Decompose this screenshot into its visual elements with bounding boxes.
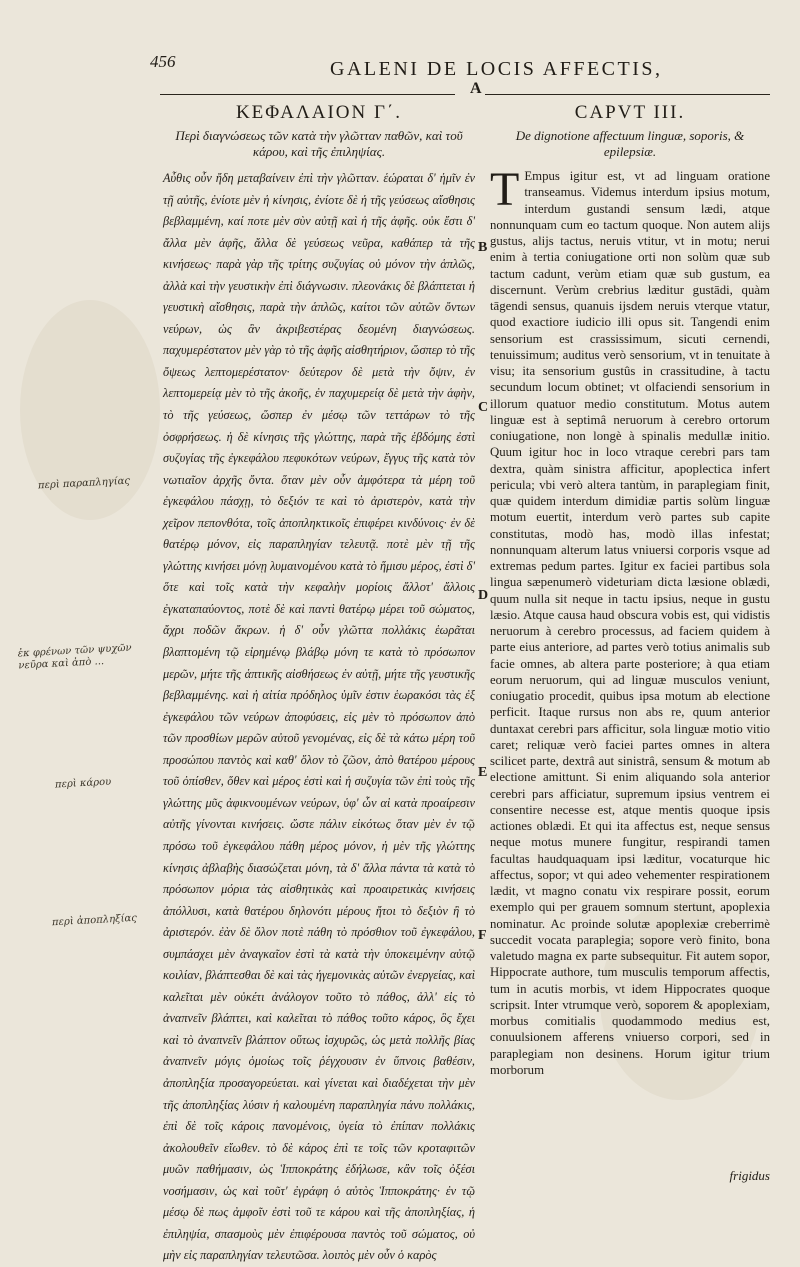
- latin-column: [490, 100, 770, 1077]
- section-marker-e: E: [478, 765, 488, 780]
- page-number: 456: [150, 52, 176, 71]
- header-rule-left: [160, 94, 455, 95]
- running-title: GALENI DE LOCIS AFFECTIS,: [330, 58, 663, 80]
- section-marker-f: F: [478, 928, 487, 943]
- latin-chapter-heading: CAPVT III.: [574, 102, 686, 123]
- section-marker-a: A: [470, 80, 482, 97]
- section-marker-b: B: [478, 240, 488, 255]
- margin-note: περὶ παραπληγίας: [37, 475, 131, 492]
- section-marker-c: C: [478, 400, 489, 415]
- latin-body-text: Empus igitur est, vt ad linguam oratione transeamus. Videmus interdum ipsius motum, interdum gustandi sensum lædi, atque nonnunquam cum eo tactum quoque. Non autem alijs gustus, alijs tactus, neruis vtitur, vt in motu; nerui enim à tertia coniugatione orti non solùm quæ sub tactum cadunt, verùm etiam quæ sub gustum, ea discernunt. Verùm crebrius læditur gustādi, quàm tāgendi sensus, quanuis ijsdem neruis vterque vtatur, quod exactiore iudicio illi opus sit. Tangendi enim sensorium est crassissimum, sicuti cernendi, tenuissimum; auditus verò sensorium, vt in tenuitate à visu; ita sensorium gustûs in crassitudine, à tactu secundum locum obtinet; vt olfaciendi sensorium in illorum quatuor medio constitutum. Motus autem linguæ est à septimâ neruorum à cerebro ortorum coniugatione, non longè à spinalis medullæ initio. Quum igitur hoc in loco vtraque cerebri pars tam dextra, quàm sinistra afficitur, apoplectica infert pericula; vbi verò altera tantùm, in paraplegiam finit, quæ quidem interdum dimidiæ partis solùm linguæ motum euertit, interdum verò partes sub capite constitutas, modò has, modò illas infestat; nonnunquam alterum latus vniuersi corporis vsque ad extremas pedum partes. Igitur ex faciei partibus sola lingua sæpenumerò videturiam dicta læsione oblædi, quum nulla sit neque in tactu ipsius, neque in gustu læsio. Atque causa haud obscura vobis est, qui vidistis neruorum à cerebro processus, ad faciem quidem à parte eius anteriore, ad partes verò totius animalis sub facie omnes, ab altera parte posteriore; à qua etiam eorum neruorum, qui ad linguæ musculos veniunt, coniugatio procedit, quibus ipsa motum ab electione perficit. Itaque rursus non abs re, quum anterior duntaxat cerebri pars afficitur, sola linguæ motio vitio caret; reliquæ verò faciei partes omnes in altera scilicet parte, dextrâ aut sinistrâ, sensum & motum ab electione amittunt. Si enim aliquando sola anterior cerebri pars afficiatur, supremum ipsius ventrem ei consentire necesse est, atque mentis quoque ipsis actiones oblædi. Et qui ita affectus est, neque sensus neque motus munere fungitur, respirandi tamen facultas haudquaquam ipsi læditur, vocaturque hic affectus, sopor; vt qui adeo vehementer respirationem lædit, vt magno conatu vix respirare possit, eorum exemplo qui per grauem somnum stertunt, apoplexia nominatur. Ac proinde solutæ apoplexiæ creberrimè succedit vocata paraplegia; sopore verò finito, bona valetudo magna ex parte subsequitur. Fit autem sopor, Hippocrate authore, tum musculis temporum affectis, tum in acutis morbis, vt idem Hippocrates quoque scripsit. Inter vtrumque verò, soporem & apoplexiam, morbus comitialis quodammodo medius est, conuulsionem afferens vniuerso corpori, sed in paraplegiam non desinens. Horum igitur trium morborum: [490, 169, 770, 1077]
- margin-note: ἐκ φρένων τῶν ψυχῶν νεῦρα καὶ ἀπὸ ...: [17, 642, 132, 672]
- margin-note: περὶ κάρου: [54, 776, 112, 791]
- header-rule-right: [485, 94, 770, 95]
- drop-cap: T: [490, 163, 520, 216]
- greek-chapter-subheading: Περὶ διαγνώσεως τῶν κατὰ τὴν γλῶτταν παθῶν, καὶ τοῦ κάρου, καὶ τῆς ἐπιληψίας.: [175, 128, 463, 159]
- greek-body-text: Αὖθις οὖν ἤδη μεταβαίνειν ἐπὶ τὴν γλῶτταν. ἑώραται δ' ἡμῖν ἐν τῇ αὐτῆς, ἐνίοτε μὲν ἡ κίνησις, ἐνίοτε δὲ ἡ τῆς γεύσεως αἴσθησις βεβλαμμένη, καί ποτε μὲν σὺν αὐτῇ καὶ ἡ τῆς ἁφῆς. οὐκ ἔστι δ' ἄλλα μὲν ἁφῆς, ἄλλα δὲ γεύσεως νεῦρα, καθάπερ τὰ τῆς κινήσεως· παρὰ γὰρ τῆς τρίτης συζυγίας οὐ μόνον τὴν ἁπλῶς, ἀλλὰ καὶ τὴν γευστικὴν ἐπὶ διάγνωσιν. πλεονάκις δὲ βλάπτεται ἡ γευστικὴ αἴσθησις, παρὰ τὴν ἁπλῶς, καίτοι τῶν αὐτῶν ὄντων νεύρων, ὡς ἂν ἀκριβεστέρας δεομένη διαγνώσεως. παχυμερέστατον μὲν γὰρ τὸ τῆς ἁφῆς αἰσθητήριον, ὥσπερ τὸ τῆς ὄψεως λεπτομερέστατον· δεύτερον δὲ μετὰ τὴν ὄψιν, ἐν λεπτομερείᾳ μὲν τὸ τῆς ἀκοῆς, ἐν παχυμερείᾳ δὲ μετὰ τὴν ἁφὴν, τὸ τῆς γεύσεως, ὥσπερ ἐν μέσῳ τῶν τεττάρων τὸ τῆς ὀσφρήσεως. ἡ δὲ κίνησις τῆς γλώττης, παρὰ τῆς ἑβδόμης ἐστὶ συζυγίας τῆς ἐγκεφάλου πεφυκότων νεύρων, ἔγγυς τῆς κατὰ τὸν νωτιαῖον ἀρχῆς ὄντα. ὅταν μὲν οὖν ἀμφότερα τὰ μέρη τοῦ ἐγκεφάλου πάσχῃ, τὸ δεξιόν τε καὶ τὸ ἀριστερὸν, κατὰ τὴν χεῖρον πεπονθότα, τοῖς ἀποπληκτικοῖς ἐπιφέρει κινδύνοις· ἐν δὲ θατέρῳ μόνον, εἰς παραπληγίαν τελευτᾷ. ποτὲ μὲν τῇ τῆς γλώττης κινήσει μόνῃ λυμαινομένου κατὰ τὸ ἥμισυ μέρος, ἐστὶ δ' ὅτε καὶ τοῖς κατὰ τὴν κεφαλὴν μορίοις ἄλλοτ' ἄλλοις ἐγκαταπαύοντος, ποτὲ δὲ καὶ παντὶ θατέρῳ μέρει τοῦ σώματος, ἄχρι ποδῶν ἄκρων. ἡ δ' οὖν γλῶττα πολλάκις ἑωρᾶται βλαπτομένη τῷ εἰρημένῳ βλάβῳ μόνη τε κατὰ τὸ πρόσωπον μερῶν, μήτε τῆς ἁπτικῆς αἰσθήσεως ἐν αὐτῇ, μήτε τῆς γευστικῆς βεβλαμμένης. καὶ ἡ αἰτία πρόδηλος ὑμῖν ἐστιν ἑωρακόσι τὰς ἐξ ἐγκεφάλου τῶν νεύρων ἀποφύσεις, εἰς μὲν τὸ πρόσωπον ἀπὸ τῶν προσθίων μερῶν αὐτοῦ γενομένας, εἰς δὲ τὰ κάτω μέρη τοῦ προσώπου παντὸς καὶ καθ' ὅλον τὸ ζῶον, ἀπὸ θατέρου μέρους τοῦ ὀπίσθεν, ὅθεν καὶ μέρος ἐστὶ καὶ ἡ συζυγία τῶν ἐπὶ τοὺς τῆς γλώττης μῦς ἀφικνουμένων νεύρων, ὑφ' ὧν αἱ κατὰ προαίρεσιν αὐτῆς γίνονται κινήσεις. ὥστε πάλιν εἰκότως ὅταν μὲν ἐν τῷ πρόσω τοῦ ἐγκεφάλου πάθη μέρος μόνον, ἡ μὲν τῆς γλώττης κίνησις ἀβλαβὴς διασώζεται μόνη, τὰ δ' ἄλλα πάντα τὰ κατὰ τὸ πρόσωπον μόρια τὰς αἰσθητικὰς καὶ προαιρετικὰς κινήσεις ἀπόλλυσι, κατὰ θατέρου δηλονότι μέρους ἤτοι τὸ δεξιὸν ἢ τὸ ἀριστερόν. ἐὰν δὲ ὅλον ποτὲ πάθη τὸ πρόσθιον τοῦ ἐγκεφάλου, συμπάσχει μὲν ἀναγκαῖον ἐστὶ τὰ κατὰ τὴν ὑποκειμένην αὐτῷ κοιλίαν, βλάπτεσθαι δὲ καὶ τὰς ἡγεμονικὰς αὐτῶν ἐνεργείας, καὶ καλεῖται μὲν οὐκέτι ἀνάλογον τοῦτο τὸ πάθος, ἀλλ' εἰς τὸ ἀναπνεῖν βλάπτει, καὶ καλεῖται τὸ πάθος τοῦτο κάρος, ὃς ἔχει καὶ τὸ ἀναπνεῖν βλάπτον οὕτως ἰσχυρῶς, ὡς μετὰ πολλῆς βίας ἀναπνεῖν μόγις ὁμοίως τοῖς ῥέγχουσιν ἐν ὕπνοις βαθέσιν, ἀποπληξία προσαγορεύεται. καὶ γίνεται καὶ διαδέχεται τὴν μὲν τῆς ἀποπληξίας λύσιν ἡ καλουμένη παραπληγία πάνυ πολλάκις, ἐπὶ δὲ τοῖς κάροις πανομένοις, ὑγεία τὸ ἐπίπαν πολλάκις ἀκολουθεῖν εἴωθεν. τὸ δὲ κάρος ἐπὶ τε τοῖς τῶν κροταφιτῶν μυῶν παθήμασιν, ὡς Ἱπποκράτης ἐδήλωσε, κἂν τοῖς ὀξέσι νοσήμασιν, ὡς καὶ τοῦτ' ἐγράφη ὁ αὐτὸς Ἱπποκράτης· ἐν τῷ μέσῳ δὲ πως ἀμφοῖν ἐστὶ τοῦ τε κάρου καὶ τῆς ἀποπληξίας, ἡ ἐπιληψία, σπασμοὺς μὲν ἐπιφέρουσα παντὸς τοῦ σώματος, οὐ μὴν εἰς παραπληγίαν τελευτῶσα. λοιπὸς μὲν οὖν ὁ καρὸς: [163, 171, 475, 1263]
- latin-chapter-subheading: De dignotione affectuum linguæ, soporis, & epilepsiæ.: [515, 128, 745, 159]
- greek-column: [163, 100, 475, 1263]
- section-marker-d: D: [478, 588, 489, 603]
- margin-note: περὶ ἀποπληξίας: [51, 912, 138, 929]
- catchword: frigidus: [729, 1168, 770, 1183]
- greek-chapter-heading: ΚΕΦΑΛΑΙΟΝ Γ΄.: [235, 102, 403, 123]
- latin-body: [490, 163, 770, 1077]
